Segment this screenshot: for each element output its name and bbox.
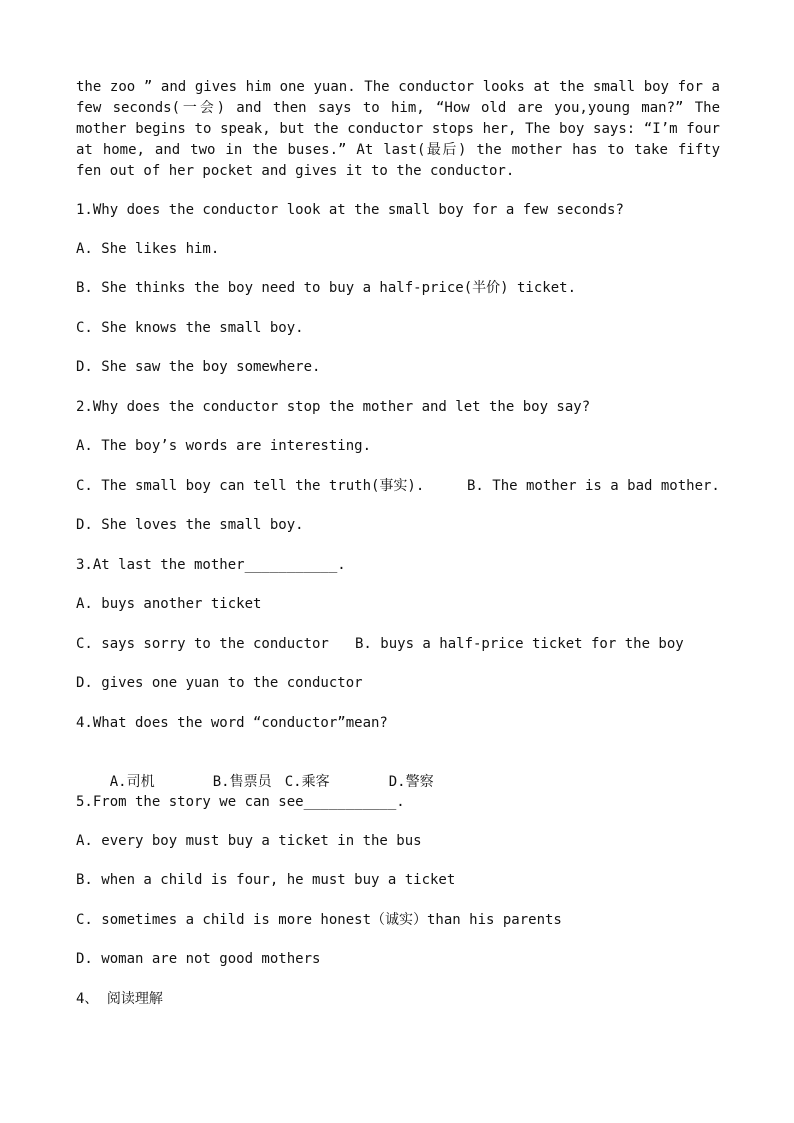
question-1-option-c: C. She knows the small boy. — [76, 320, 304, 336]
passage-text: the zoo ” and gives him one yuan. The conductor looks at the small boy for a few seconds(一会) and then says to him, “How old are you,young man?” The mother begins to speak, but the conductor stops her, The boy says: “I’m four at home, and two in the buses.” At last(最后) the mother has to take fifty fen out of her pocket and gives it to the conductor. — [76, 79, 720, 179]
question-2-option-a: A. The boy’s words are interesting. — [76, 438, 372, 454]
question-3-option-a: A. buys another ticket — [76, 596, 262, 612]
section-heading: 4、 阅读理解 — [76, 991, 163, 1007]
question-1-option-a: A. She likes him. — [76, 241, 220, 257]
question-4-option-c: C.乘客 — [284, 774, 330, 790]
question-2-option-d: D. She loves the small boy. — [76, 517, 304, 533]
question-5-option-d: D. woman are not good mothers — [76, 951, 321, 967]
question-5-option-c: C. sometimes a child is more honest（诚实）than his parents — [76, 912, 562, 928]
question-1-stem: 1.Why does the conductor look at the small boy for a few seconds? — [76, 202, 624, 218]
question-3-option-d: D. gives one yuan to the conductor — [76, 675, 363, 691]
question-5-option-a: A. every boy must buy a ticket in the bus — [76, 833, 422, 849]
question-2-option-c: C. The small boy can tell the truth(事实). — [76, 478, 425, 494]
question-2-stem: 2.Why does the conductor stop the mother and let the boy say? — [76, 399, 591, 415]
question-5-option-b: B. when a child is four, he must buy a ticket — [76, 872, 456, 888]
question-3-option-b: B. buys a half-price ticket for the boy — [355, 636, 684, 652]
question-2-option-b: B. The mother is a bad mother. — [467, 478, 720, 494]
question-3-stem: 3.At last the mother___________. — [76, 557, 346, 573]
question-4-stem: 4.What does the word “conductor”mean? — [76, 715, 388, 731]
question-4-option-d: D.警察 — [388, 774, 434, 790]
question-3-option-c: C. says sorry to the conductor — [76, 636, 329, 652]
question-4-option-a: A.司机 — [109, 774, 155, 790]
question-5-stem: 5.From the story we can see___________. — [76, 794, 405, 810]
question-1-option-b: B. She thinks the boy need to buy a half-price(半价) ticket. — [76, 280, 577, 296]
question-1-option-d: D. She saw the boy somewhere. — [76, 359, 321, 375]
question-4-option-b: B.售票员 — [212, 774, 272, 790]
